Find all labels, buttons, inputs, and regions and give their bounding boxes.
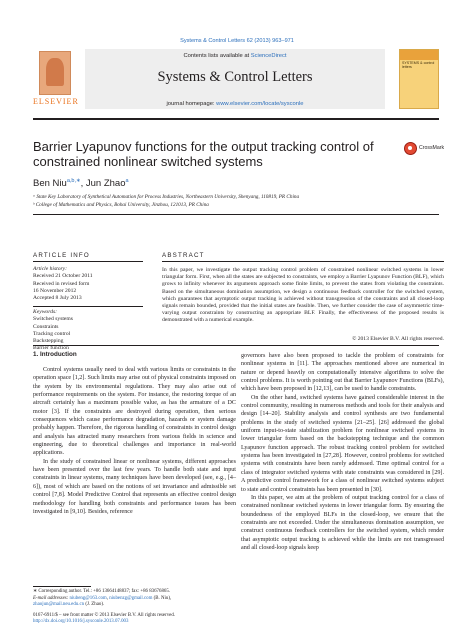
- keywords-label: Keywords:: [33, 309, 58, 315]
- journal-reference: Systems & Control Letters 62 (2013) 963–971: [180, 38, 294, 44]
- footnote-rule: [33, 586, 91, 587]
- keyword: Tracking control: [33, 330, 71, 337]
- author-marks[interactable]: a,b,∗: [66, 178, 81, 184]
- crossmark-icon: [404, 142, 417, 155]
- masthead-rule: [33, 118, 439, 120]
- body-column-left: [33, 366, 236, 516]
- header-divider: [33, 214, 439, 215]
- history-item: 16 November 2012: [33, 287, 77, 294]
- paragraph: In the study of constrained linear or nonlinear systems, different approaches have been presented over the last few years. To handle both state and input constraints in linear systems, many techniques have been developed (see, e.g., [4–6]), most of which are based on the notions of set invariance and admissible set control [7,8]. Model Predictive Control that represents an effective control design methodology for handling both constraints and performance issues has been investigated in [9,10]. Besides, reference: [33, 458, 236, 515]
- history-item: Received 21 October 2011: [33, 273, 93, 280]
- crossmark-label: CrossMark: [419, 145, 445, 151]
- keyword: Constraints: [33, 323, 59, 330]
- abstract-heading: ABSTRACT: [162, 252, 205, 259]
- homepage-line: journal homepage: www.elsevier.com/locate/sysconle: [166, 101, 304, 107]
- copyright-line: © 2013 Elsevier B.V. All rights reserved.: [352, 336, 444, 342]
- paragraph: Control systems usually need to deal with various limits or constraints in the operation space [1,2]. Such limits may arise out of physical constraints imposed on the system by its environmental regulations. They may also arise out of performance requirements on the system. For instance, the restoring torque of an aircraft certainly has a maximum possible value, as has the armature of a DC motor [3]. If the constraints are destroyed during operation, then serious consequences which cause performance degradation, hazards or system damage probably happen. Therefore, the rigorous handling of constraints in control design and analysis has attracted many researchers from various fields in science and engineering, due to theoretical challenges and importance in real-world applications.: [33, 367, 236, 457]
- elsevier-tree-icon: [39, 51, 71, 95]
- author-list: Ben Niu$^{a,b,∗}$, Jun Zhao$^a$: [33, 178, 129, 190]
- crossmark-badge[interactable]: [404, 142, 445, 158]
- author-marks[interactable]: a: [125, 178, 129, 184]
- history-item: Accepted 8 July 2013: [33, 295, 82, 302]
- author-name[interactable]: Ben Niu: [33, 178, 67, 190]
- keyword: Backstepping: [33, 338, 64, 345]
- masthead-banner: [85, 49, 385, 109]
- sciencedirect-link[interactable]: ScienceDirect: [250, 53, 287, 59]
- article-history: [33, 266, 143, 302]
- journal-masthead: [33, 49, 439, 112]
- author-name[interactable]: Jun Zhao: [85, 178, 126, 190]
- paragraph: In this paper, we aim at the problem of output tracking control for a class of constrained nonlinear switched systems in lower triangular form. By ensuring the boundedness of the employed BLFs in the closed-loop, we ensure that the constraints are not exceeded. Under the simultaneous domination assumption, we construct continuous feedback controllers for the switched system, which render that asymptotic output tracking is achieved while the limits are not transgressed and all closed-loop signals keep: [241, 494, 444, 551]
- issn-line: 0167-6911/$ – see front matter © 2013 Elsevier B.V. All rights reserved.: [33, 613, 175, 618]
- body-column-right: [241, 352, 444, 552]
- article-info-rule: [33, 261, 143, 262]
- keyword: Barrier function: [33, 345, 69, 352]
- paragraph: governors have also been proposed to tackle the problem of constraints for nonlinear systems in [11]. The approaches mentioned above are numerical in nature or depend heavily on computationally intensive algorithms to solve the control problems. It is worth pointing out that Barrier Lyapunov Functions (BLFs), which have been proposed in [12,13], can be used to handle constraints.: [241, 353, 444, 393]
- journal-cover-thumbnail: [399, 49, 439, 109]
- journal-title: Systems & Control Letters: [157, 69, 313, 85]
- publisher-name: ELSEVIER: [33, 97, 79, 106]
- affiliation: ᵇ College of Mathematics and Physics, Bohai University, Jinzhou, 121013, PR China: [33, 202, 209, 208]
- abstract-text: In this paper, we investigate the output tracking control problem of constrained nonlinear switched systems in lower triangular form. First, when all the states are subjected to constraints, we employ a Barrier Lyapunov Function (BLF), which grows to infinity whenever its arguments approach some finite limits, to prevent the states from violating the constraints. Based on the simultaneous domination assumption, we design a continuous feedback controller for the switched system, which guarantees that asymptotic output tracking is achieved without transgression of the constraints and all closed-loop signals remain bounded, provided that the initial states are feasible. Then, we further consider the case of asymmetric time-varying output constraints by constructing an appropriate BLF. Finally, the effectiveness of the proposed results is demonstrated with a numerical example.: [162, 267, 444, 324]
- corresponding-author-note: ∗ Corresponding author. Tel.: +86 13664148837; fax: +86 83676865. E-mail addresses: niubeng@163.com, niubenzg@gmail.com (B. Niu), zhaojun@mail.neu.edu.cn (J. Zhao).: [33, 589, 172, 608]
- cover-title: SYSTEMS & control letters: [402, 61, 435, 69]
- doi-link[interactable]: http://dx.doi.org/10.1016/j.sysconle.2013.07.003: [33, 619, 129, 625]
- email-link[interactable]: niubenzg@gmail.com: [109, 595, 153, 601]
- contents-line: Contents lists available at ScienceDirect: [183, 53, 287, 59]
- email-link[interactable]: zhaojun@mail.neu.edu.cn: [33, 602, 85, 608]
- abstract-rule: [162, 261, 444, 262]
- section-heading: 1. Introduction: [33, 351, 77, 358]
- article-title: Barrier Lyapunov functions for the output tracking control of constrained nonlinear switched systems: [33, 139, 374, 169]
- elsevier-logo: [33, 49, 77, 109]
- paragraph: On the other hand, switched systems have gained considerable interest in the control community, resulting in numerous methods and tools for their analysis and design [14–20]. Stability analysis and control synthesis are two fundamental problems in the study of switched systems [21–25]. [26] addressed the global uniform input-to-state stabilization problem for nonlinear switched systems in lower triangular form based on the backstepping technique and the common Lyapunov function approach. The robust tracking control problem for switched systems has been investigated in [27,28]. However, control problems for switched systems with constraints have been rarely addressed. Time optimal control for a class of integrator switched systems with state constraints was considered in [29]. A predictive control framework for a class of nonlinear switched systems subject to state and control constraints has been presented in [30].: [241, 394, 444, 493]
- info-divider: [33, 306, 143, 307]
- journal-homepage-link[interactable]: www.elsevier.com/locate/sysconle: [216, 101, 304, 107]
- email-link[interactable]: niubeng@163.com: [69, 595, 107, 601]
- keyword: Switched systems: [33, 316, 73, 323]
- article-history-label: Article history:: [33, 266, 68, 272]
- keywords-block: [33, 309, 143, 353]
- imprint: [33, 613, 283, 626]
- affiliation: ᵃ State Key Laboratory of Synthetical Automation for Process Industries, Northeastern University, Shenyang, 110819, PR China: [33, 194, 300, 200]
- history-item: Received in revised form: [33, 280, 90, 287]
- abstract-bottom-rule: [33, 345, 439, 346]
- article-info-heading: ARTICLE INFO: [33, 252, 90, 259]
